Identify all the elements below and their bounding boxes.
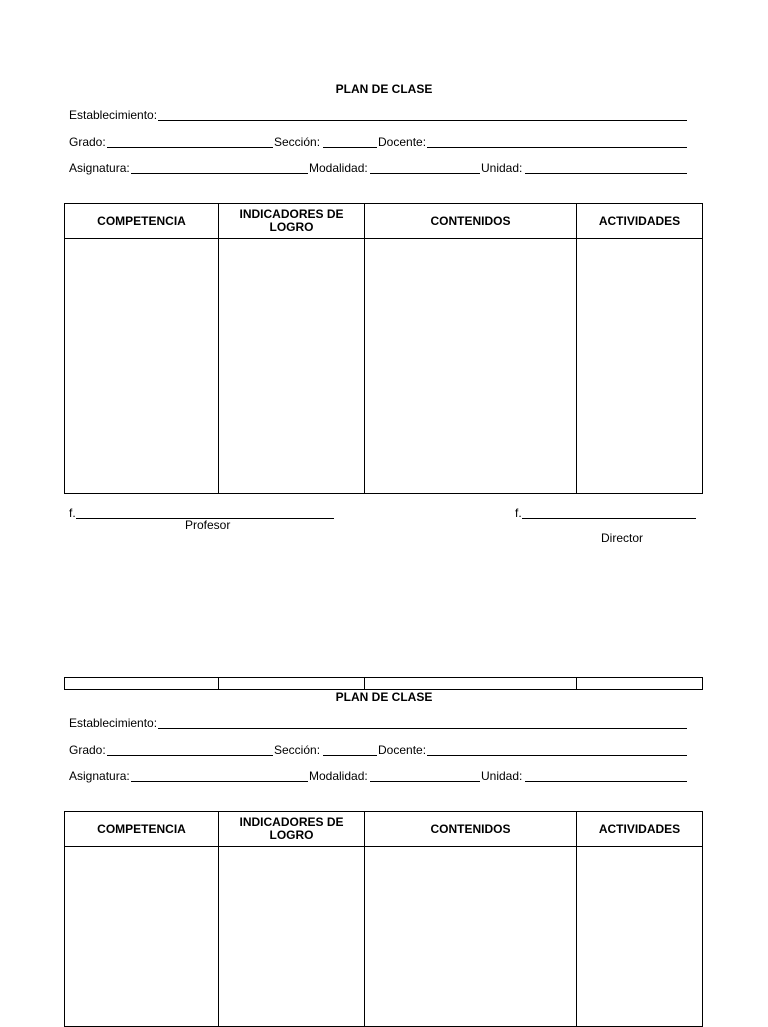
establecimiento-field[interactable] — [158, 120, 687, 121]
docente-field[interactable] — [427, 755, 687, 756]
unidad-field[interactable] — [525, 173, 687, 174]
header-indicadores: INDICADORES DE LOGRO — [219, 812, 365, 847]
docente-label: Docente: — [378, 743, 427, 757]
grado-field[interactable] — [107, 755, 273, 756]
seccion-field[interactable] — [323, 147, 377, 148]
remnant-cell — [365, 678, 577, 690]
director-signature-prefix: f. — [515, 506, 522, 520]
header-indicadores: INDICADORES DE LOGRO — [219, 204, 365, 239]
header-competencia: COMPETENCIA — [65, 204, 219, 239]
establecimiento-label: Establecimiento: — [69, 716, 158, 730]
header-competencia: COMPETENCIA — [65, 812, 219, 847]
asignatura-field[interactable] — [131, 781, 308, 782]
profesor-label: Profesor — [185, 518, 231, 532]
establecimiento-label: Establecimiento: — [69, 108, 158, 122]
asignatura-label: Asignatura: — [69, 161, 130, 175]
asignatura-field[interactable] — [131, 173, 308, 174]
plan-table — [64, 203, 703, 494]
cell-competencia[interactable] — [65, 239, 219, 494]
director-signature-line[interactable] — [522, 518, 696, 519]
director-label: Director — [601, 531, 644, 545]
grado-label: Grado: — [69, 135, 106, 149]
remnant-cell — [65, 678, 219, 690]
seccion-label: Sección: — [274, 135, 321, 149]
cell-indicadores[interactable] — [219, 239, 365, 494]
docente-label: Docente: — [378, 135, 427, 149]
cell-contenidos[interactable] — [365, 847, 577, 1027]
header-actividades: ACTIVIDADES — [577, 204, 703, 239]
header-actividades: ACTIVIDADES — [577, 812, 703, 847]
modalidad-label: Modalidad: — [309, 769, 368, 783]
seccion-field[interactable] — [323, 755, 377, 756]
modalidad-field[interactable] — [370, 173, 480, 174]
modalidad-field[interactable] — [370, 781, 480, 782]
page-title: PLAN DE CLASE — [335, 690, 433, 704]
cell-contenidos[interactable] — [365, 239, 577, 494]
cell-actividades[interactable] — [577, 847, 703, 1027]
remnant-cell — [219, 678, 365, 690]
cell-actividades[interactable] — [577, 239, 703, 494]
grado-field[interactable] — [107, 147, 273, 148]
docente-field[interactable] — [427, 147, 687, 148]
plan-table — [64, 811, 703, 1027]
modalidad-label: Modalidad: — [309, 161, 368, 175]
header-contenidos: CONTENIDOS — [365, 204, 577, 239]
profesor-signature-prefix: f. — [69, 506, 76, 520]
unidad-label: Unidad: — [481, 161, 523, 175]
asignatura-label: Asignatura: — [69, 769, 130, 783]
cell-competencia[interactable] — [65, 847, 219, 1027]
table-remnant — [64, 677, 703, 690]
page-title: PLAN DE CLASE — [335, 82, 433, 96]
seccion-label: Sección: — [274, 743, 321, 757]
establecimiento-field[interactable] — [158, 728, 687, 729]
remnant-cell — [577, 678, 703, 690]
grado-label: Grado: — [69, 743, 106, 757]
header-contenidos: CONTENIDOS — [365, 812, 577, 847]
unidad-label: Unidad: — [481, 769, 523, 783]
cell-indicadores[interactable] — [219, 847, 365, 1027]
unidad-field[interactable] — [525, 781, 687, 782]
